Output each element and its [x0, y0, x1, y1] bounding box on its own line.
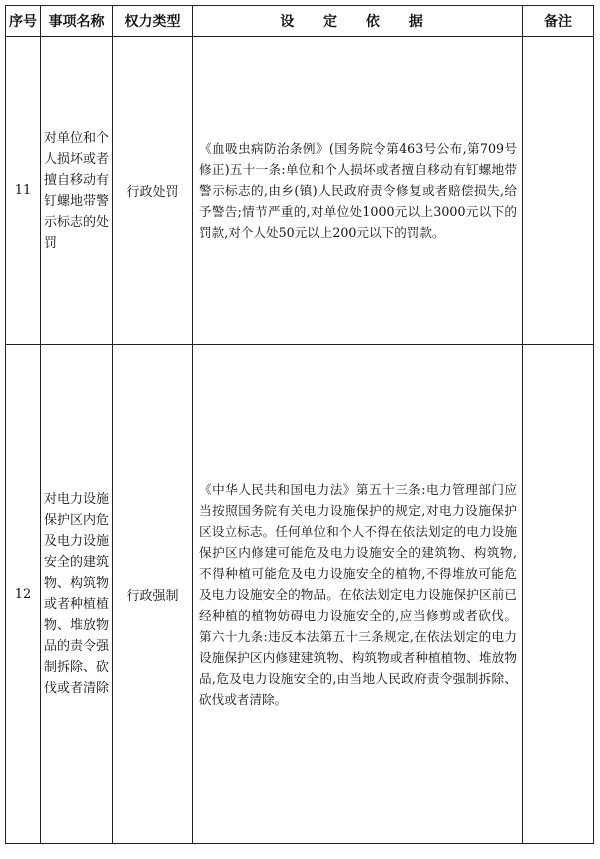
header-basis: 设 定 依 据 — [193, 6, 523, 37]
header-seq: 序号 — [6, 6, 41, 37]
row-power-type: 行政处罚 — [113, 37, 193, 345]
header-power-type: 权力类型 — [113, 6, 193, 37]
header-item-name: 事项名称 — [41, 6, 113, 37]
table-header-row — [6, 6, 594, 37]
row-item-name: 对电力设施保护区内危及电力设施安全的建筑物、构筑物或者种植植物、堆放物品的责令强制拆除、砍伐或者清除 — [41, 345, 113, 844]
row-power-type: 行政强制 — [113, 345, 193, 844]
row-seq: 12 — [6, 345, 41, 844]
row-note — [523, 37, 594, 345]
power-list-table — [5, 5, 594, 844]
table-row — [6, 345, 594, 844]
table-row — [6, 37, 594, 345]
row-note — [523, 345, 594, 844]
row-basis: 《血吸虫病防治条例》(国务院令第463号公布,第709号修正)五十一条:单位和个人损坏或者擅自移动有钉螺地带警示标志的,由乡(镇)人民政府责令修复或者赔偿损失,给予警告;情节严重的,对单位处1000元以上3000元以下的罚款,对个人处50元以上200元以下的罚款。 — [193, 37, 523, 345]
row-item-name: 对单位和个人损坏或者擅自移动有钉螺地带警示标志的处罚 — [41, 37, 113, 345]
header-note: 备注 — [523, 6, 594, 37]
row-basis: 《中华人民共和国电力法》第五十三条:电力管理部门应当按照国务院有关电力设施保护的规定,对电力设施保护区设立标志。任何单位和个人不得在依法划定的电力设施保护区内修建可能危及电力设施安全的建筑物、构筑物,不得种植可能危及电力设施安全的植物,不得堆放可能危及电力设施安全的物品。在依法划定电力设施保护区前已经种植的植物妨碍电力设施安全的,应当修剪或者砍伐。第六十九条:违反本法第五十三条规定,在依法划定的电力设施保护区内修建建筑物、构筑物或者种植植物、堆放物品,危及电力设施安全的,由当地人民政府责令强制拆除、砍伐或者清除。 — [193, 345, 523, 844]
row-seq: 11 — [6, 37, 41, 345]
